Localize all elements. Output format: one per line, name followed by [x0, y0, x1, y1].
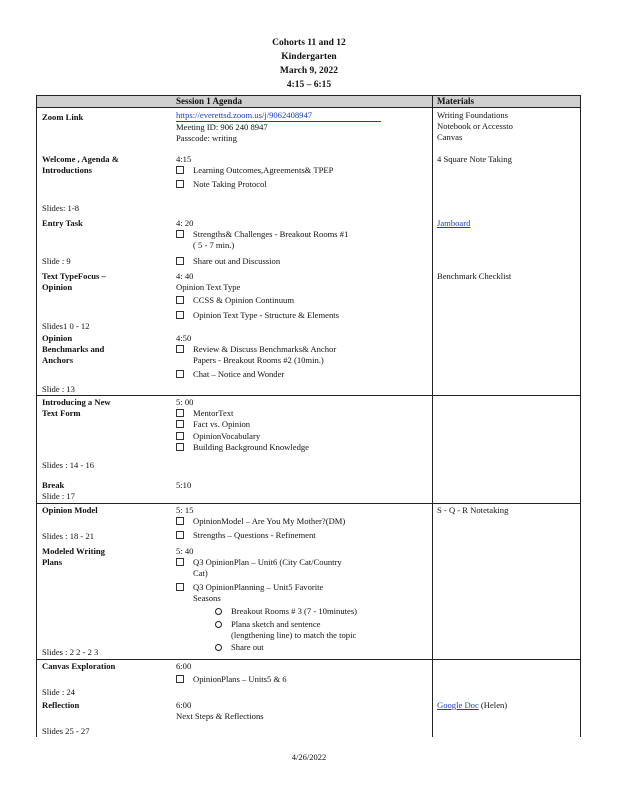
texttype-materials: Benchmark Checklist: [437, 271, 512, 281]
row-divider: [36, 503, 581, 504]
list-item: [176, 179, 428, 190]
break-slides: Slide : 17: [42, 491, 75, 501]
reflection-agenda: [176, 700, 264, 722]
introducing-label-line: Introducing a New: [42, 397, 111, 407]
agenda-column-header: Session 1 Agenda: [176, 96, 243, 106]
list-item-text: OpinionModel – Are You My Mother?(DM): [193, 516, 346, 527]
table-border-left: [36, 95, 37, 737]
sub-list-item: [176, 642, 428, 653]
checkbox-icon: [176, 311, 184, 319]
list-item: [176, 674, 428, 685]
list-item-text: MentorText: [193, 408, 234, 419]
list-item-text: Fact vs. Opinion: [193, 419, 251, 430]
materials-item: Canvas: [437, 132, 463, 143]
checkbox-icon: [176, 296, 184, 304]
google-doc-link[interactable]: Google Doc: [437, 700, 479, 710]
introducing-time: 5: 00: [176, 397, 194, 407]
benchmarks-agenda: [176, 333, 428, 380]
break-time: 5:10: [176, 480, 192, 490]
list-item: [176, 369, 428, 380]
document-title: [0, 36, 618, 92]
texttype-slides: Slides1 0 - 12: [42, 321, 90, 331]
list-item-text: Q3 OpinionPlan – Unit6 (City Cat/Country: [193, 557, 342, 568]
title-line-date: March 9, 2022: [279, 66, 339, 76]
list-item-text: Learning Outcomes,Agreements& TPEP: [193, 165, 334, 176]
checkbox-icon: [176, 370, 184, 378]
materials-column-header: Materials: [437, 96, 474, 106]
list-item: [176, 408, 428, 419]
checkbox-icon: [176, 517, 184, 525]
sub-list-item: [176, 619, 428, 630]
row-divider: [36, 659, 581, 660]
modeled-slides: Slides : 2 2 - 2 3: [42, 647, 99, 657]
checkbox-icon: [176, 583, 184, 591]
opinionmodel-time: 5: 15: [176, 505, 194, 515]
reflection-materials: [437, 700, 507, 711]
texttype-sub: Opinion Text Type: [176, 282, 241, 293]
welcome-time: 4:15: [176, 154, 192, 164]
texttype-label-line: Opinion: [42, 282, 73, 293]
list-item-text: Review & Discuss Benchmarks& Anchor: [193, 344, 337, 355]
checkbox-icon: [176, 558, 184, 566]
welcome-label-line: Introductions: [42, 165, 92, 176]
list-item-continued: Cat): [193, 568, 208, 579]
welcome-materials: 4 Square Note Taking: [437, 154, 512, 164]
list-item-continued: ( 5 - 7 min.): [193, 240, 235, 251]
checkbox-icon: [176, 166, 184, 174]
welcome-label-line: Welcome , Agenda &: [42, 154, 119, 164]
list-item: [176, 344, 428, 355]
column-divider: [432, 95, 433, 737]
entry-label: Entry Task: [42, 218, 83, 228]
title-line-time: 4:15 – 6:15: [286, 80, 332, 90]
list-item-text: Strengths – Questions - Refinement: [193, 530, 316, 541]
texttype-agenda: [176, 271, 428, 321]
benchmarks-label-line: Opinion: [42, 333, 73, 343]
reflection-time: 6:00: [176, 700, 192, 710]
table-header-row: [36, 95, 581, 107]
list-item-continued: Seasons: [193, 592, 221, 603]
modeled-label: [42, 546, 158, 568]
list-item-text: Strengths& Challenges - Breakout Rooms #1: [193, 229, 349, 240]
benchmarks-time: 4:50: [176, 333, 192, 343]
benchmarks-label: [42, 333, 158, 367]
sub-list-item-text: Plana sketch and sentence: [231, 619, 321, 630]
title-line-cohorts: Cohorts 11 and 12: [272, 38, 346, 48]
sub-list-item-text: Share out: [231, 641, 264, 652]
zoom-materials: [437, 110, 513, 144]
list-item-text: Building Background Knowledge: [193, 441, 309, 452]
reflection-label: Reflection: [42, 700, 80, 710]
modeled-time: 5: 40: [176, 546, 194, 556]
checkbox-icon: [176, 675, 184, 683]
welcome-label: [42, 154, 158, 176]
list-item-text: OpinionPlans – Units5 & 6: [193, 674, 287, 685]
opinionmodel-slides: Slides : 18 - 21: [42, 531, 95, 541]
zoom-details: [176, 110, 381, 145]
list-item: [176, 530, 428, 541]
checkbox-icon: [176, 432, 184, 440]
checkbox-icon: [176, 443, 184, 451]
modeled-label-line: Modeled Writing: [42, 546, 105, 556]
checkbox-icon: [176, 531, 184, 539]
list-item: [176, 165, 428, 176]
benchmarks-label-line: Benchmarks and: [42, 344, 105, 355]
sub-list-item: [176, 606, 428, 617]
list-item: [176, 419, 428, 430]
checkbox-icon: [176, 345, 184, 353]
texttype-label: [42, 271, 158, 293]
entry-agenda: [176, 218, 428, 267]
bullet-circle-icon: [215, 644, 222, 651]
list-item-text: Chat – Notice and Wonder: [193, 368, 285, 379]
page-footer-date: 4/26/2022: [291, 752, 327, 762]
meeting-id: Meeting ID: 906 240 8947: [176, 122, 268, 133]
opinionmodel-agenda: [176, 505, 428, 542]
canvas-label: Canvas Exploration: [42, 661, 116, 671]
list-item: [176, 516, 428, 527]
list-item: [176, 295, 428, 306]
reflection-materials-owner: (Helen): [480, 700, 508, 710]
opinionmodel-label: Opinion Model: [42, 505, 98, 515]
row-divider: [36, 395, 581, 396]
texttype-label-line: Text TypeFocus –: [42, 271, 106, 281]
opinionmodel-materials: S - Q - R Notetaking: [437, 505, 509, 515]
bullet-circle-icon: [215, 621, 222, 628]
introducing-label: [42, 397, 158, 419]
list-item-text: CCSS & Opinion Continuum: [193, 295, 294, 306]
list-item-text: Note Taking Protocol: [193, 179, 267, 190]
reflection-text: Next Steps & Reflections: [176, 711, 264, 722]
list-item: [176, 431, 428, 442]
list-item-text: OpinionVocabulary: [193, 430, 261, 441]
list-item: [176, 442, 428, 453]
table-border-top: [36, 95, 581, 96]
bullet-circle-icon: [215, 608, 222, 615]
introducing-label-line: Text Form: [42, 408, 81, 419]
canvas-slides: Slide : 24: [42, 687, 75, 697]
modeled-agenda: [176, 546, 428, 653]
entry-time: 4: 20: [176, 218, 194, 228]
checkbox-icon: [176, 409, 184, 417]
benchmarks-label-line: Anchors: [42, 355, 74, 366]
materials-item: Notebook or Accessto: [437, 121, 513, 132]
texttype-time: 4: 40: [176, 271, 194, 281]
row-divider: [36, 107, 581, 108]
modeled-label-line: Plans: [42, 557, 63, 568]
passcode: Passcode: writing: [176, 133, 237, 144]
agenda-table: [36, 95, 581, 737]
break-label: Break: [42, 480, 65, 490]
zoom-link[interactable]: https://everettsd.zoom.us/j/9062408947: [176, 110, 381, 122]
list-item: [176, 310, 428, 321]
checkbox-icon: [176, 180, 184, 188]
list-item-continued: Papers - Breakout Rooms #2 (10min.): [193, 355, 324, 366]
reflection-slides: Slides 25 - 27: [42, 726, 90, 736]
checkbox-icon: [176, 230, 184, 238]
list-item: [176, 557, 428, 568]
list-item: [176, 582, 428, 593]
benchmarks-slides: Slide : 13: [42, 384, 75, 394]
checkbox-icon: [176, 420, 184, 428]
title-line-grade: Kindergarten: [281, 52, 337, 62]
list-item-text: Q3 OpinionPlanning – Unit5 Favorite: [193, 581, 324, 592]
welcome-agenda: [176, 154, 428, 191]
canvas-agenda: [176, 661, 428, 685]
checkbox-icon: [176, 257, 184, 265]
jamboard-link[interactable]: Jamboard: [437, 218, 471, 228]
welcome-slides: Slides: 1-8: [42, 203, 80, 213]
table-border-right: [580, 95, 581, 737]
list-item-text: Opinion Text Type - Structure & Elements: [193, 309, 339, 320]
introducing-slides: Slides : 14 - 16: [42, 460, 95, 470]
list-item-text: Share out and Discussion: [193, 255, 281, 266]
materials-item: Writing Foundations: [437, 110, 509, 120]
zoom-label: Zoom Link: [42, 112, 84, 122]
list-item: [176, 256, 428, 267]
introducing-agenda: [176, 397, 428, 453]
entry-slides: Slide : 9: [42, 256, 71, 266]
canvas-time: 6:00: [176, 661, 192, 671]
sub-list-item-text: Breakout Rooms # 3 (7 - 10minutes): [231, 606, 358, 617]
list-item: [176, 229, 428, 240]
sub-list-item-continued: (lengthening line) to match the topic: [231, 630, 357, 641]
